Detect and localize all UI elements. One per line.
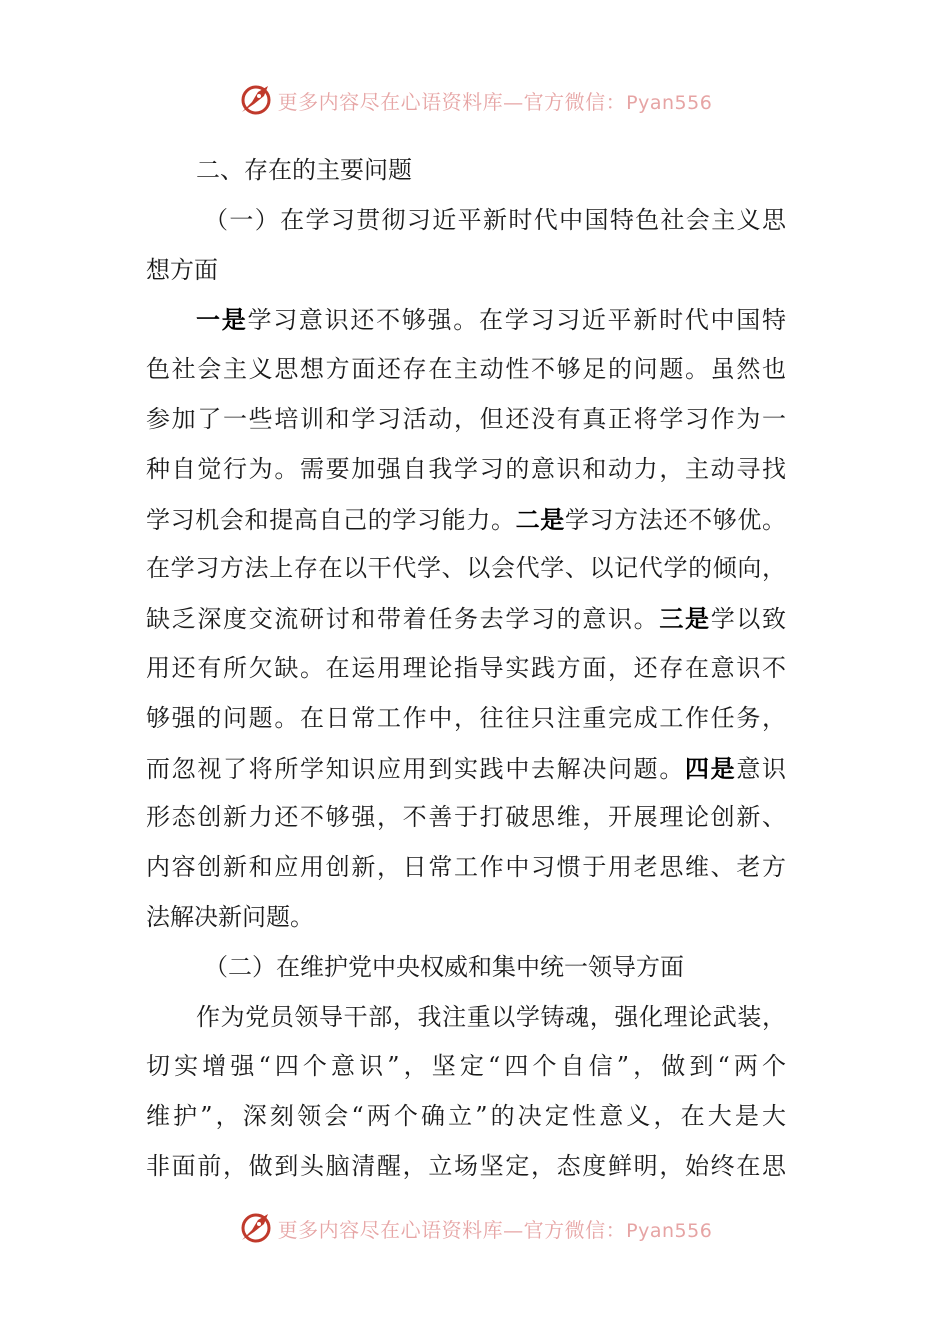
subheading-1-line-2: 想方面 <box>146 255 218 284</box>
paragraph-1-line: 内容创新和应用创新，日常工作中习惯于用老思维、老方 <box>146 853 786 882</box>
bold-marker: 三是 <box>659 604 711 634</box>
watermark-text: 更多内容尽在心语资料库—官方微信：Pyan556 <box>277 89 713 114</box>
paragraph-1-line: 学习机会和提高自己的学习能力。二是学习方法还不够优。 <box>146 504 786 534</box>
subheading-2: （二）在维护党中央权威和集中统一领导方面 <box>204 952 684 981</box>
paragraph-1-line: 缺乏深度交流研讨和带着任务去学习的意识。三是学以致 <box>146 604 786 634</box>
paragraph-1-line: 而忽视了将所学知识应用到实践中去解决问题。四是意识 <box>146 753 786 783</box>
paragraph-1-line: 在学习方法上存在以干代学、以会代学、以记代学的倾向， <box>146 554 786 583</box>
pen-nib-logo-icon <box>238 82 274 118</box>
paragraph-1-line: 够强的问题。在日常工作中，往往只注重完成工作任务， <box>146 703 786 732</box>
pen-nib-logo-icon <box>238 1210 274 1246</box>
paragraph-2-line: 作为党员领导干部，我注重以学铸魂，强化理论武装， <box>196 1002 786 1031</box>
paragraph-2-line: 非面前，做到头脑清醒，立场坚定，态度鲜明，始终在思 <box>146 1151 786 1180</box>
document-body <box>146 146 786 1192</box>
paragraph-1-line: 种自觉行为。需要加强自我学习的意识和动力，主动寻找 <box>146 454 786 483</box>
watermark-banner-top <box>0 80 950 120</box>
subheading-1-line-1: （一）在学习贯彻习近平新时代中国特色社会主义思 <box>204 205 786 234</box>
paragraph-1-line: 法解决新问题。 <box>146 902 314 931</box>
watermark-banner-bottom <box>0 1208 950 1248</box>
watermark-text: 更多内容尽在心语资料库—官方微信：Pyan556 <box>277 1217 713 1242</box>
section-heading: 二、存在的主要问题 <box>196 156 412 184</box>
paragraph-1-line: 一是学习意识还不够强。在学习习近平新时代中国特 <box>196 305 786 335</box>
bold-marker: 四是 <box>685 753 737 783</box>
paragraph-2-line: 维护”，深刻领会“两个确立”的决定性意义，在大是大 <box>146 1102 786 1131</box>
paragraph-1-line: 形态创新力还不够强，不善于打破思维，开展理论创新、 <box>146 803 786 832</box>
bold-marker: 一是 <box>196 305 248 335</box>
paragraph-1-line: 色社会主义思想方面还存在主动性不够足的问题。虽然也 <box>146 355 786 384</box>
paragraph-2-line: 切实增强“四个意识”，坚定“四个自信”，做到“两个 <box>146 1052 786 1081</box>
paragraph-1-line: 参加了一些培训和学习活动，但还没有真正将学习作为一 <box>146 404 786 433</box>
paragraph-1-line: 用还有所欠缺。在运用理论指导实践方面，还存在意识不 <box>146 653 786 682</box>
bold-marker: 二是 <box>515 504 565 534</box>
